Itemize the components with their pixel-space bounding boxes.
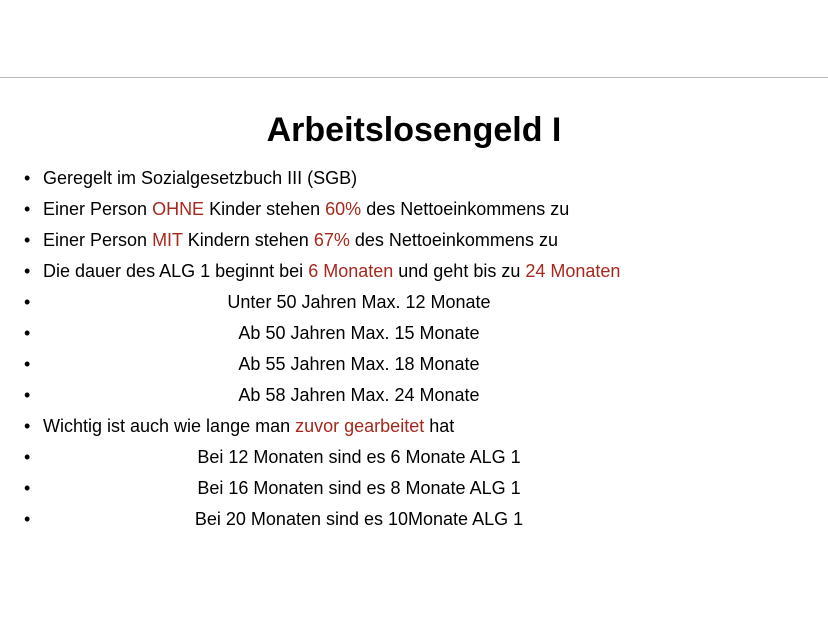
list-item bbox=[0, 287, 828, 318]
text-segment: hat bbox=[424, 416, 455, 436]
list-item bbox=[0, 473, 828, 504]
top-divider bbox=[0, 77, 828, 78]
bullet-dot-icon: • bbox=[24, 416, 31, 436]
bullet-dot-icon: • bbox=[24, 199, 31, 219]
bullet-text: Geregelt im Sozialgesetzbuch III (SGB) bbox=[43, 168, 358, 188]
highlight-text: 60% bbox=[325, 199, 362, 219]
bullet-dot-icon: • bbox=[24, 354, 31, 374]
highlight-text: MIT bbox=[152, 230, 183, 250]
bullet-text bbox=[43, 411, 454, 442]
text-segment: und geht bis zu bbox=[393, 261, 526, 281]
bullet-text: Ab 55 Jahren Max. 18 Monate bbox=[238, 354, 480, 374]
slide-title: Arbeitslosengeld I bbox=[266, 111, 562, 149]
bullet-dot-icon: • bbox=[24, 261, 31, 281]
bullet-text: Unter 50 Jahren Max. 12 Monate bbox=[227, 292, 491, 312]
list-item bbox=[0, 411, 828, 442]
list-item bbox=[0, 194, 828, 225]
list-item bbox=[0, 163, 828, 194]
list-item bbox=[0, 380, 828, 411]
bullet-text: Bei 12 Monaten sind es 6 Monate ALG 1 bbox=[197, 447, 521, 467]
text-segment: des Nettoeinkommens zu bbox=[349, 230, 558, 250]
text-segment: Die dauer des ALG 1 beginnt bei bbox=[43, 261, 309, 281]
highlight-text: zuvor gearbeitet bbox=[295, 416, 425, 436]
highlight-text: 6 Monaten bbox=[308, 261, 394, 281]
list-item bbox=[0, 225, 828, 256]
highlight-text: 67% bbox=[313, 230, 350, 250]
bullet-text: Bei 16 Monaten sind es 8 Monate ALG 1 bbox=[197, 478, 521, 498]
bullet-text bbox=[43, 194, 569, 225]
bullet-dot-icon: • bbox=[24, 323, 31, 343]
bullet-dot-icon: • bbox=[24, 478, 31, 498]
highlight-text: OHNE bbox=[152, 199, 205, 219]
list-item bbox=[0, 504, 828, 535]
text-segment: Kindern stehen bbox=[182, 230, 314, 250]
bullet-dot-icon: • bbox=[24, 385, 31, 405]
bullet-text bbox=[43, 225, 558, 256]
list-item bbox=[0, 256, 828, 287]
list-item bbox=[0, 318, 828, 349]
text-segment: Kinder stehen bbox=[204, 199, 326, 219]
list-item bbox=[0, 442, 828, 473]
bullet-text: Bei 20 Monaten sind es 10Monate ALG 1 bbox=[194, 509, 524, 529]
bullet-text: Ab 50 Jahren Max. 15 Monate bbox=[238, 323, 480, 343]
bullet-text: Ab 58 Jahren Max. 24 Monate bbox=[238, 385, 480, 405]
bullet-dot-icon: • bbox=[24, 447, 31, 467]
list-item bbox=[0, 349, 828, 380]
text-segment: Einer Person bbox=[43, 230, 153, 250]
bullet-dot-icon: • bbox=[24, 509, 31, 529]
text-segment: Wichtig ist auch wie lange man bbox=[43, 416, 296, 436]
text-segment: Einer Person bbox=[43, 199, 153, 219]
highlight-text: 24 Monaten bbox=[525, 261, 621, 281]
bullet-text bbox=[43, 256, 620, 287]
bullet-list bbox=[0, 163, 828, 535]
text-segment: des Nettoeinkommens zu bbox=[361, 199, 570, 219]
bullet-dot-icon: • bbox=[24, 168, 31, 188]
bullet-dot-icon: • bbox=[24, 230, 31, 250]
bullet-dot-icon: • bbox=[24, 292, 31, 312]
